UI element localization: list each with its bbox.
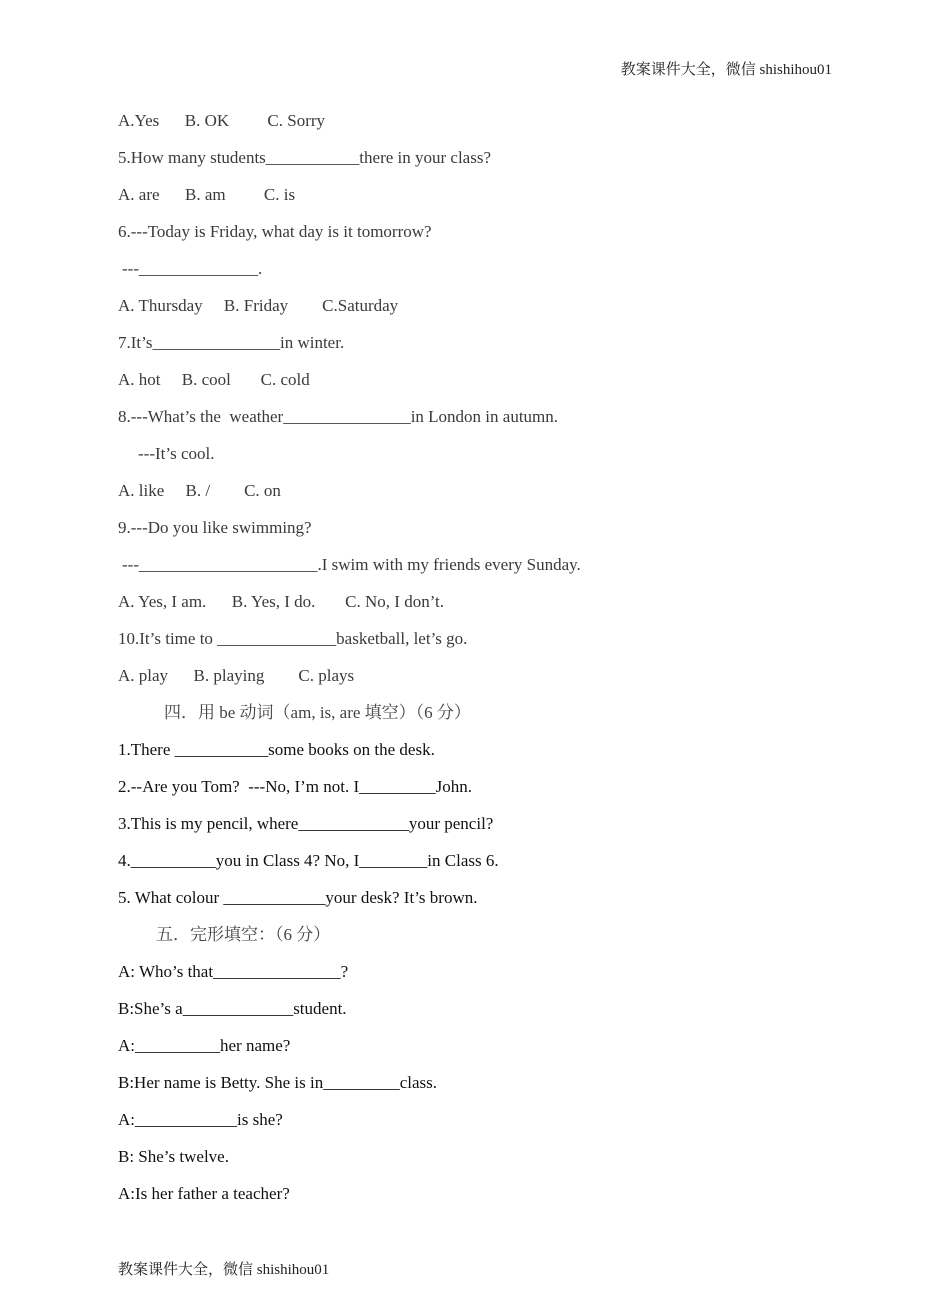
- worksheet-content: [118, 102, 838, 1212]
- section-4-title: 四．用 be 动词（am, is, are 填空）（6 分）: [164, 703, 471, 722]
- q9-question: 9.---Do you like swimming?: [118, 518, 312, 537]
- section-5-title: 五．完形填空：（6 分）: [156, 925, 331, 944]
- q5-question: 5.How many students___________there in your class?: [118, 148, 491, 167]
- s4-item-2: 2.--Are you Tom? ---No, I’m not. I_________John.: [118, 777, 473, 796]
- q4-options: A.Yes B. OK C. Sorry: [118, 111, 326, 130]
- q5-options: A. are B. am C. is: [118, 185, 296, 204]
- q8-question: 8.---What’s the weather_______________in London in autumn.: [118, 407, 559, 426]
- page-header: 教案课件大全，微信 shishihou01: [620, 62, 832, 78]
- s4-item-3: 3.This is my pencil, where_____________your pencil?: [118, 814, 494, 833]
- q8-reply: ---It’s cool.: [138, 444, 215, 463]
- q7-question: 7.It’s_______________in winter.: [118, 333, 345, 352]
- q6-answer-blank: ---______________.: [122, 259, 263, 278]
- s4-item-4: 4.__________you in Class 4? No, I________in Class 6.: [118, 851, 499, 870]
- q9-options: A. Yes, I am. B. Yes, I do. C. No, I don’t.: [118, 592, 445, 611]
- s5-line-5: A:____________is she?: [118, 1110, 283, 1129]
- s5-line-6: B: She’s twelve.: [118, 1147, 229, 1166]
- q8-options: A. like B. / C. on: [118, 481, 281, 500]
- q6-options: A. Thursday B. Friday C.Saturday: [118, 296, 399, 315]
- q10-options: A. play B. playing C. plays: [118, 666, 355, 685]
- s4-item-1: 1.There ___________some books on the desk.: [118, 740, 435, 759]
- s5-line-2: B:She’s a_____________student.: [118, 999, 347, 1018]
- q10-question: 10.It’s time to ______________basketball, let’s go.: [118, 629, 468, 648]
- q6-question: 6.---Today is Friday, what day is it tomorrow?: [118, 222, 432, 241]
- q9-reply: ---_____________________.I swim with my friends every Sunday.: [122, 555, 581, 574]
- s5-line-1: A: Who’s that_______________?: [118, 962, 349, 981]
- q7-options: A. hot B. cool C. cold: [118, 370, 310, 389]
- s5-line-7: A:Is her father a teacher?: [118, 1184, 290, 1203]
- s5-line-4: B:Her name is Betty. She is in_________class.: [118, 1073, 438, 1092]
- page-footer: 教案课件大全，微信 shishihou01: [118, 1262, 330, 1278]
- s4-item-5: 5. What colour ____________your desk? It’s brown.: [118, 888, 478, 907]
- s5-line-3: A:__________her name?: [118, 1036, 291, 1055]
